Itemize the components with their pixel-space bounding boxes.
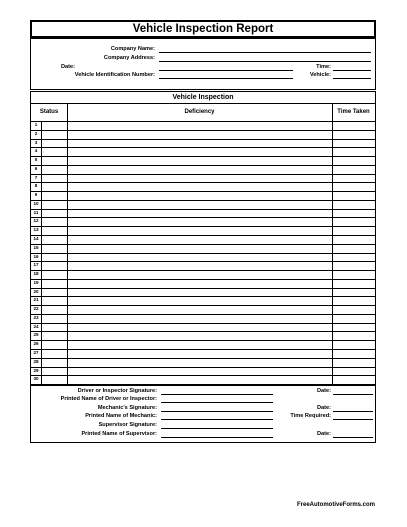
mechanic-date-label: Date: (317, 405, 331, 411)
driver-date-field[interactable] (333, 394, 373, 395)
deficiency-cell[interactable] (68, 323, 332, 332)
row-number: 22 (33, 306, 39, 312)
time-taken-cell[interactable] (333, 182, 374, 191)
row-number: 20 (33, 288, 39, 294)
info-section (30, 38, 376, 90)
row-number: 14 (33, 236, 39, 241)
time-taken-cell[interactable] (333, 340, 374, 349)
deficiency-cell[interactable] (68, 139, 332, 148)
row-number: 26 (33, 341, 39, 347)
deficiency-cell[interactable] (68, 270, 332, 279)
date-field[interactable] (159, 70, 293, 71)
time-taken-cell[interactable] (333, 261, 374, 270)
signature-section (30, 385, 376, 443)
row-number: 13 (33, 227, 39, 233)
time-taken-cell[interactable] (333, 375, 374, 384)
row-number: 16 (33, 253, 39, 259)
status-cell[interactable] (42, 147, 67, 156)
status-cell[interactable] (42, 323, 67, 332)
time-taken-cell[interactable] (333, 314, 374, 323)
mechanic-printed-label: Printed Name of Mechanic: (85, 413, 157, 419)
status-cell[interactable] (42, 226, 67, 235)
deficiency-cell[interactable] (68, 261, 332, 270)
deficiency-cell[interactable] (68, 174, 332, 183)
time-field[interactable] (333, 70, 371, 71)
time-taken-cell[interactable] (333, 147, 374, 156)
status-cell[interactable] (42, 235, 67, 244)
company-address-field[interactable] (159, 61, 371, 62)
row-number: 24 (33, 323, 39, 329)
time-taken-cell[interactable] (333, 253, 374, 262)
status-cell[interactable] (42, 244, 67, 253)
status-cell[interactable] (42, 182, 67, 191)
row-number: 30 (33, 376, 39, 382)
row-number: 21 (33, 297, 39, 303)
company-address-label: Company Address: (103, 55, 155, 61)
date-label: Date: (61, 64, 75, 70)
status-cell[interactable] (42, 331, 67, 340)
time-taken-cell[interactable] (333, 358, 374, 367)
driver-printed-field[interactable] (161, 402, 273, 403)
deficiency-cell[interactable] (68, 191, 332, 200)
status-cell[interactable] (42, 288, 67, 297)
time-taken-cell[interactable] (333, 209, 374, 218)
time-taken-cell[interactable] (333, 349, 374, 358)
deficiency-cell[interactable] (68, 121, 332, 130)
row-number: 8 (34, 183, 38, 189)
status-cell[interactable] (42, 305, 67, 314)
time-taken-cell[interactable] (333, 165, 374, 174)
status-cell[interactable] (42, 174, 67, 183)
row-number: 2 (34, 130, 38, 136)
status-cell[interactable] (42, 367, 67, 376)
deficiency-cell[interactable] (68, 314, 332, 323)
mechanic-signature-field[interactable] (161, 411, 273, 412)
time-taken-cell[interactable] (333, 279, 374, 288)
deficiency-cell[interactable] (68, 288, 332, 297)
inspection-section-title: Vehicle Inspection (172, 94, 234, 101)
time-taken-cell[interactable] (333, 191, 374, 200)
deficiency-cell[interactable] (68, 253, 332, 262)
status-cell[interactable] (42, 375, 67, 384)
inspection-section (30, 91, 376, 385)
deficiency-cell[interactable] (68, 358, 332, 367)
status-cell[interactable] (42, 358, 67, 367)
form-title: Vehicle Inspection Report (132, 23, 274, 35)
time-label: Time: (316, 64, 331, 70)
deficiency-cell[interactable] (68, 217, 332, 226)
deficiency-cell[interactable] (68, 209, 332, 218)
time-required-field[interactable] (333, 419, 373, 420)
supervisor-signature-label: Supervisor Signature: (98, 422, 157, 428)
time-taken-cell[interactable] (333, 367, 374, 376)
row-number: 3 (34, 139, 38, 145)
section-title-divider (31, 103, 375, 104)
row-number: 25 (33, 332, 39, 338)
deficiency-cell[interactable] (68, 375, 332, 384)
row-number: 1 (34, 122, 38, 127)
deficiency-cell[interactable] (68, 156, 332, 165)
time-taken-cell[interactable] (333, 270, 374, 279)
vin-field[interactable] (159, 78, 293, 79)
supervisor-date-label: Date: (317, 431, 331, 437)
deficiency-cell[interactable] (68, 235, 332, 244)
row-number: 28 (33, 358, 39, 364)
row-number: 17 (33, 262, 39, 268)
deficiency-cell[interactable] (68, 165, 332, 174)
time-taken-cell[interactable] (333, 130, 374, 139)
status-cell[interactable] (42, 279, 67, 288)
status-cell[interactable] (42, 200, 67, 209)
supervisor-date-field[interactable] (333, 437, 373, 438)
deficiency-cell[interactable] (68, 349, 332, 358)
vehicle-field[interactable] (333, 78, 371, 79)
row-number: 11 (33, 209, 39, 215)
company-name-field[interactable] (159, 52, 371, 53)
status-cell[interactable] (42, 314, 67, 323)
time-taken-cell[interactable] (333, 296, 374, 305)
driver-date-label: Date: (317, 388, 331, 394)
deficiency-cell[interactable] (68, 244, 332, 253)
driver-signature-field[interactable] (161, 394, 273, 395)
footer-website: FreeAutomotiveForms.com (296, 502, 375, 508)
time-taken-cell[interactable] (333, 217, 374, 226)
deficiency-cell[interactable] (68, 182, 332, 191)
status-cell[interactable] (42, 191, 67, 200)
time-taken-cell[interactable] (333, 331, 374, 340)
status-cell[interactable] (42, 349, 67, 358)
vin-label: Vehicle Identification Number: (74, 72, 155, 78)
row-number: 29 (33, 367, 39, 373)
deficiency-cell[interactable] (68, 367, 332, 376)
row-number: 12 (33, 218, 39, 224)
deficiency-cell[interactable] (68, 340, 332, 349)
status-cell[interactable] (42, 139, 67, 148)
mechanic-date-field[interactable] (333, 411, 373, 412)
status-cell[interactable] (42, 253, 67, 262)
time-taken-cell[interactable] (333, 174, 374, 183)
row-number: 19 (33, 279, 39, 285)
deficiency-cell[interactable] (68, 296, 332, 305)
row-number: 4 (34, 148, 38, 154)
status-cell[interactable] (42, 217, 67, 226)
time-taken-cell[interactable] (333, 139, 374, 148)
time-taken-cell[interactable] (333, 200, 374, 209)
vehicle-label: Vehicle: (309, 72, 331, 78)
deficiency-cell[interactable] (68, 226, 332, 235)
time-taken-cell[interactable] (333, 305, 374, 314)
time-taken-column-header: Time Taken (337, 109, 370, 115)
time-taken-cell[interactable] (333, 288, 374, 297)
status-cell[interactable] (42, 340, 67, 349)
mechanic-printed-field[interactable] (161, 419, 273, 420)
deficiency-cell[interactable] (68, 200, 332, 209)
status-column-header: Status (39, 109, 59, 115)
deficiency-column-header: Deficiency (184, 109, 215, 115)
status-cell[interactable] (42, 296, 67, 305)
row-number: 18 (33, 271, 39, 277)
status-cell[interactable] (42, 270, 67, 279)
row-number: 6 (34, 165, 38, 171)
supervisor-printed-label: Printed Name of Supervisor: (81, 431, 157, 437)
row-number: 5 (34, 157, 38, 163)
time-required-label: Time Required: (290, 413, 331, 419)
time-taken-cell[interactable] (333, 226, 374, 235)
time-taken-cell[interactable] (333, 156, 374, 165)
row-number: 7 (34, 174, 38, 180)
status-cell[interactable] (42, 156, 67, 165)
row-number: 23 (33, 314, 39, 320)
deficiency-cell[interactable] (68, 130, 332, 139)
deficiency-cell[interactable] (68, 305, 332, 314)
supervisor-signature-field[interactable] (161, 428, 273, 429)
row-number: 27 (33, 350, 39, 356)
status-cell[interactable] (42, 209, 67, 218)
time-taken-cell[interactable] (333, 323, 374, 332)
row-number: 15 (33, 244, 39, 250)
status-cell[interactable] (42, 261, 67, 270)
time-taken-cell[interactable] (333, 235, 374, 244)
row-number: 10 (33, 200, 39, 206)
driver-signature-label: Driver or Inspector Signature: (77, 388, 157, 394)
mechanic-signature-label: Mechanic's Signature: (97, 405, 157, 411)
supervisor-printed-field[interactable] (161, 437, 273, 438)
time-taken-cell[interactable] (333, 121, 374, 130)
row-number: 9 (34, 192, 38, 198)
company-name-label: Company Name: (110, 46, 155, 52)
deficiency-cell[interactable] (68, 147, 332, 156)
status-cell[interactable] (42, 130, 67, 139)
title-box (30, 20, 376, 38)
time-taken-cell[interactable] (333, 244, 374, 253)
deficiency-cell[interactable] (68, 331, 332, 340)
deficiency-cell[interactable] (68, 279, 332, 288)
status-cell[interactable] (42, 121, 67, 130)
driver-printed-label: Printed Name of Driver or Inspector: (60, 396, 157, 402)
status-cell[interactable] (42, 165, 67, 174)
